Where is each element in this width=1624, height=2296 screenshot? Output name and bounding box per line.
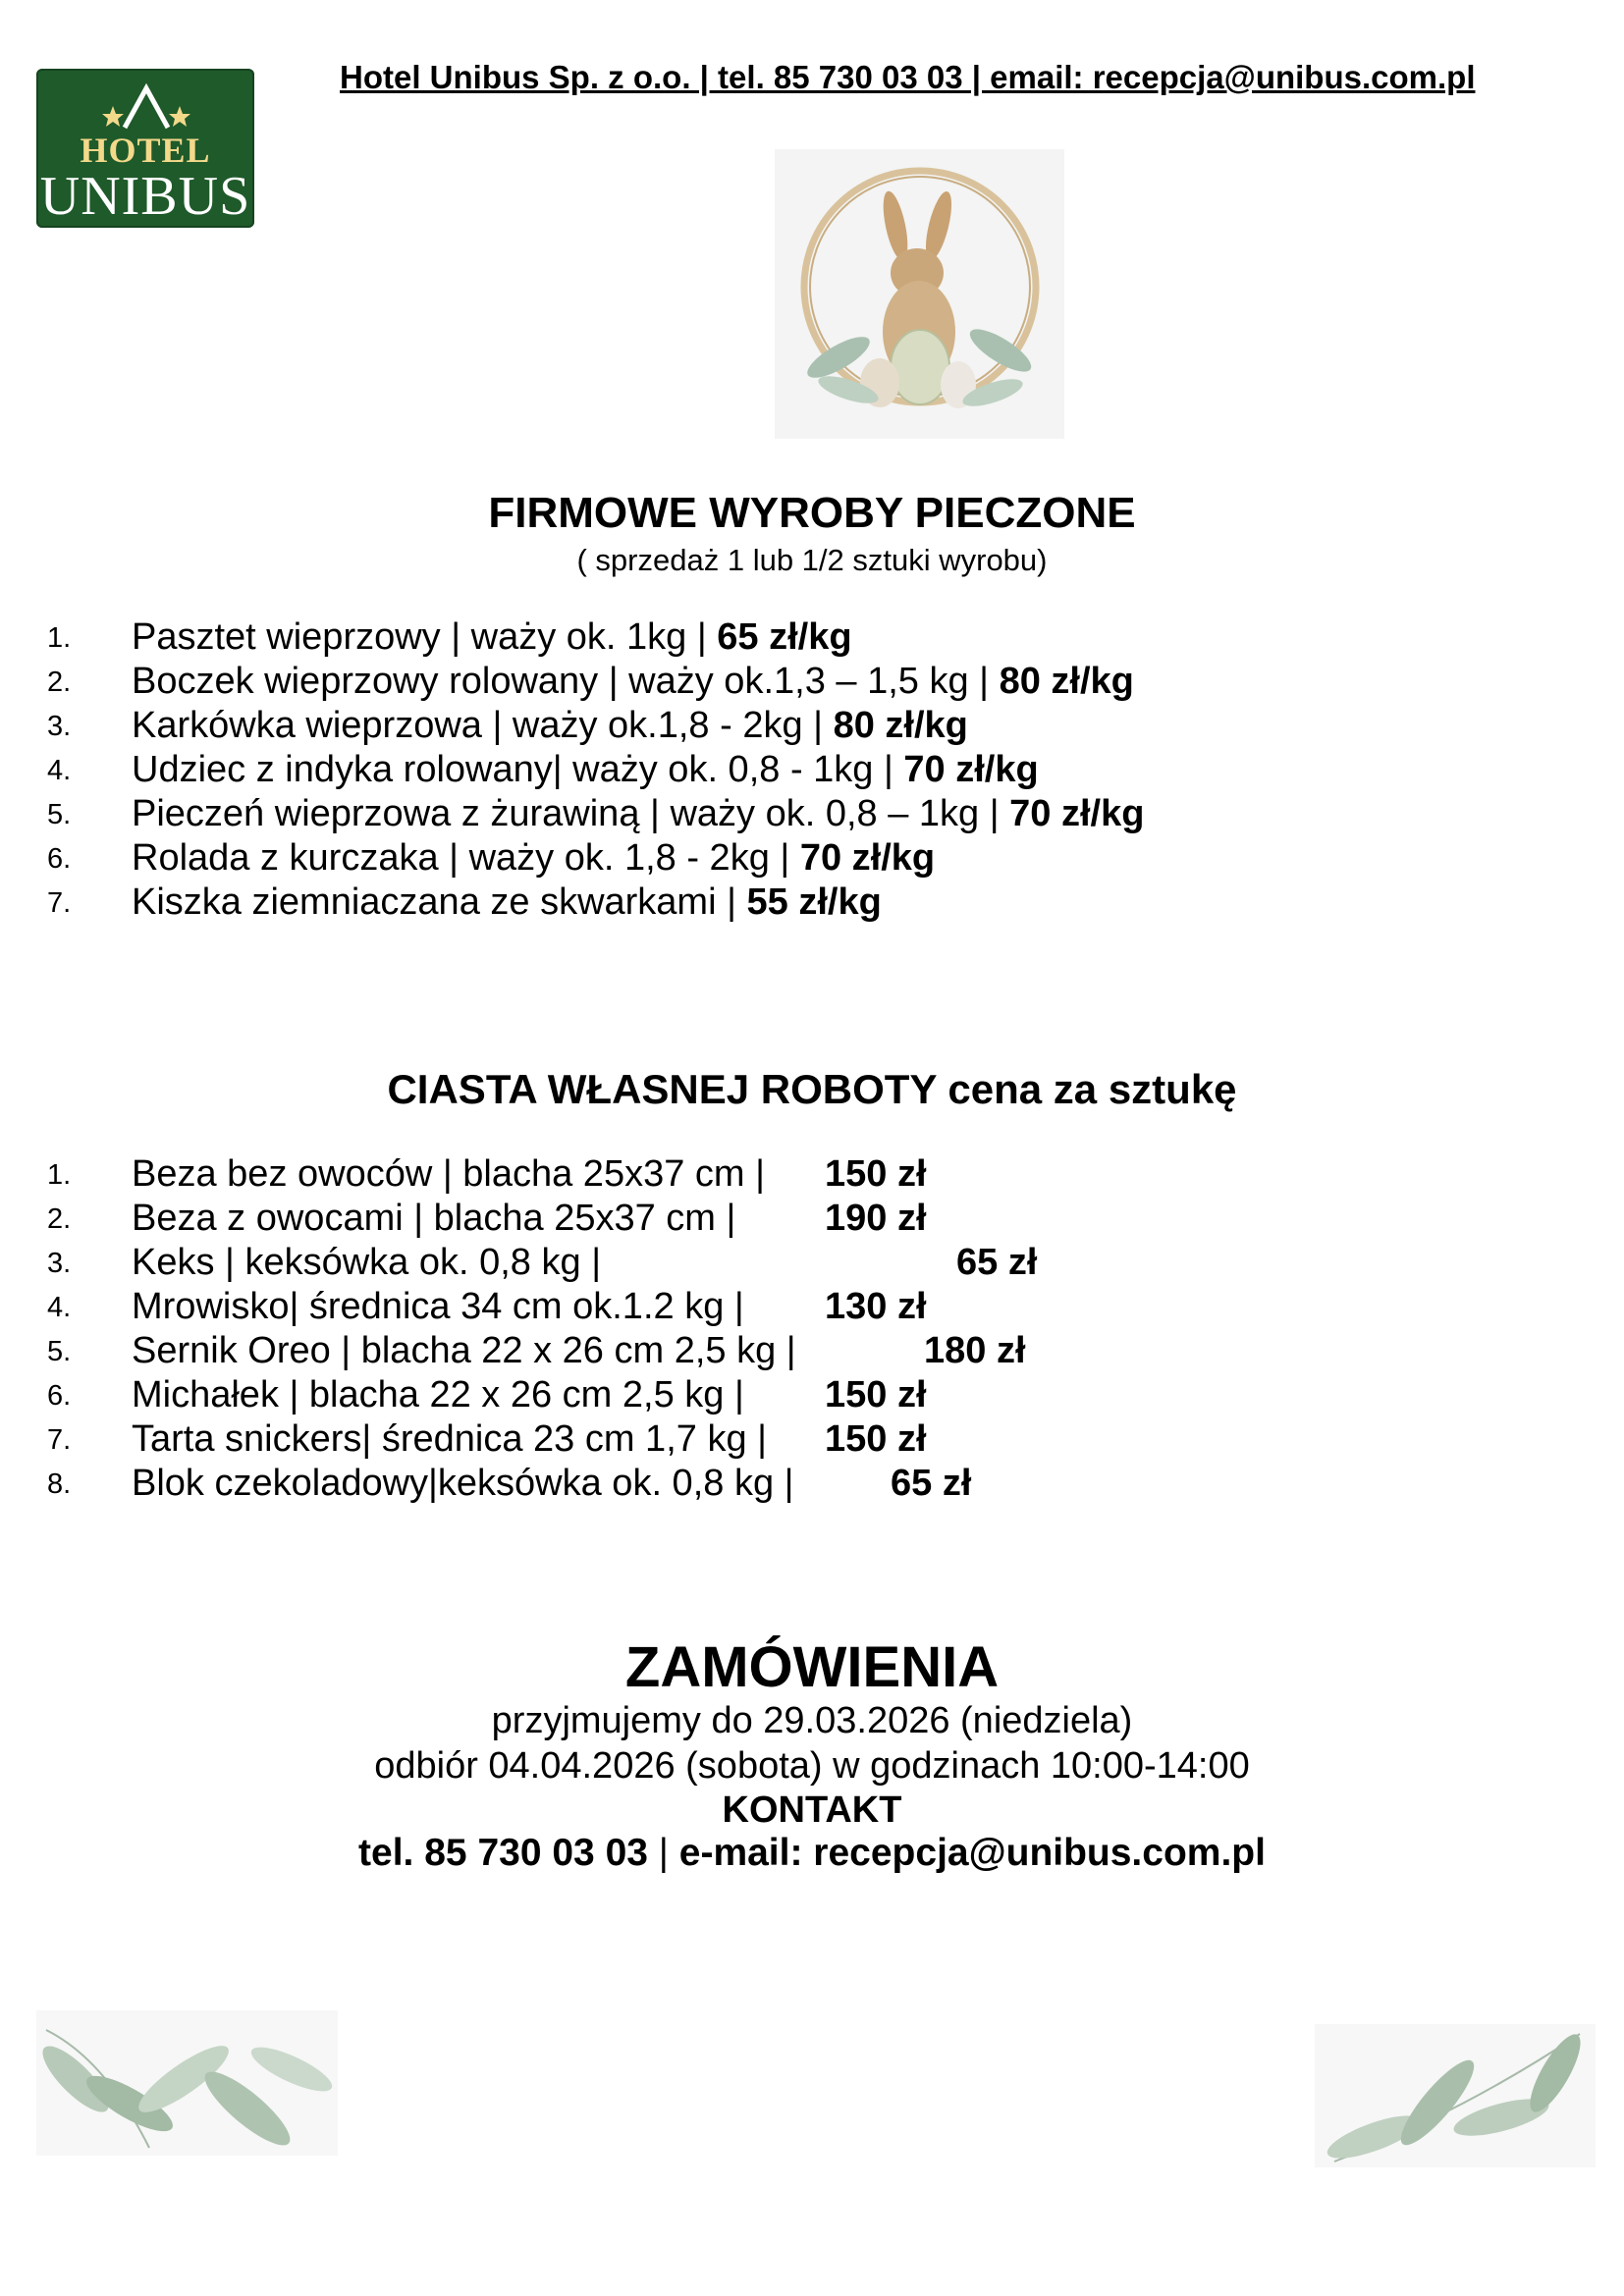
item-text: Blok czekoladowy|keksówka ok. 0,8 kg | [132, 1463, 794, 1504]
contact-email: e-mail: recepcja@unibus.com.pl [678, 1832, 1266, 1874]
item-price: 70 zł/kg [799, 837, 936, 879]
item-text: Karkówka wieprzowa | waży ok.1,8 - 2kg | [132, 705, 834, 746]
hotel-logo [36, 69, 254, 228]
item-text: Pieczeń wieprzowa z żurawiną | waży ok. 0,8 – 1kg | [132, 793, 1010, 834]
item-price: 70 zł/kg [903, 749, 1039, 790]
item-price: 65 zł [891, 1463, 972, 1504]
item-price: 55 zł/kg [746, 881, 882, 923]
item-text: Mrowisko| średnica 34 cm ok.1.2 kg | [132, 1286, 744, 1327]
logo-brand-text: UNIBUS [39, 166, 251, 227]
cakes-title: CIASTA WŁASNEJ ROBOTY cena za sztukę [387, 1066, 1237, 1112]
logo-hotel-text: HOTEL [80, 131, 211, 170]
item-text: Beza bez owoców | blacha 25x37 cm | [132, 1153, 765, 1195]
contact-label: KONTAKT [722, 1789, 902, 1831]
list-number: 7. [47, 887, 72, 919]
orders-deadline: przyjmujemy do 29.03.2026 (niedziela) [491, 1700, 1133, 1741]
orders-pickup: odbiór 04.04.2026 (sobota) w godzinach 10:00-14:00 [374, 1745, 1250, 1787]
item-price: 150 zł [825, 1153, 927, 1195]
item-text: Beza z owocami | blacha 25x37 cm | [132, 1198, 736, 1239]
item-text: Tarta snickers| średnica 23 cm 1,7 kg | [132, 1418, 768, 1460]
easter-bunny-wreath-icon [775, 149, 1064, 439]
item-price: 190 zł [825, 1198, 927, 1239]
list-number: 2. [47, 667, 72, 698]
orders-title: ZAMÓWIENIA [624, 1635, 1000, 1699]
baked-goods-title: FIRMOWE WYROBY PIECZONE [488, 489, 1136, 537]
contact-phone: tel. 85 730 03 03 [358, 1832, 648, 1874]
item-price: 70 zł/kg [1009, 793, 1145, 834]
list-number: 1. [47, 622, 72, 654]
header-contact-line: Hotel Unibus Sp. z o.o. | tel. 85 730 03 03 | email: recepcja@unibus.com.pl [340, 59, 1476, 95]
item-price: 150 zł [825, 1374, 927, 1415]
item-text: Udziec z indyka rolowany| waży ok. 0,8 - 1kg | [132, 749, 904, 790]
leaves-icon [1315, 2024, 1596, 2167]
list-number: 5. [47, 1336, 72, 1367]
list-number: 6. [47, 843, 72, 875]
item-price: 65 zł [956, 1242, 1038, 1283]
item-text: Pasztet wieprzowy | waży ok. 1kg | [132, 616, 718, 658]
list-number: 3. [47, 711, 72, 742]
item-text: Boczek wieprzowy rolowany | waży ok.1,3 – 1,5 kg | [132, 661, 1000, 702]
item-price: 80 zł/kg [999, 661, 1134, 702]
list-number: 3. [47, 1248, 72, 1279]
item-text: Michałek | blacha 22 x 26 cm 2,5 kg | [132, 1374, 744, 1415]
list-number: 1. [47, 1159, 72, 1191]
list-number: 8. [47, 1468, 72, 1500]
item-text: Kiszka ziemniaczana ze skwarkami | [132, 881, 747, 923]
contact-separator: | [647, 1832, 679, 1874]
leaves-icon [36, 2010, 338, 2156]
item-price: 65 zł/kg [717, 616, 852, 658]
item-price: 80 zł/kg [833, 705, 968, 746]
list-number: 2. [47, 1203, 72, 1235]
list-number: 7. [47, 1424, 72, 1456]
item-price: 180 zł [924, 1330, 1026, 1371]
list-number: 4. [47, 755, 72, 786]
list-number: 5. [47, 799, 72, 830]
item-text: Sernik Oreo | blacha 22 x 26 cm 2,5 kg | [132, 1330, 796, 1371]
baked-goods-subtitle: ( sprzedaż 1 lub 1/2 sztuki wyrobu) [576, 543, 1048, 577]
item-text: Rolada z kurczaka | waży ok. 1,8 - 2kg | [132, 837, 800, 879]
item-price: 130 zł [825, 1286, 927, 1327]
item-price: 150 zł [825, 1418, 927, 1460]
list-number: 4. [47, 1292, 72, 1323]
contact-line [0, 1832, 1624, 1875]
item-text: Keks | keksówka ok. 0,8 kg | [132, 1242, 602, 1283]
list-number: 6. [47, 1380, 72, 1412]
